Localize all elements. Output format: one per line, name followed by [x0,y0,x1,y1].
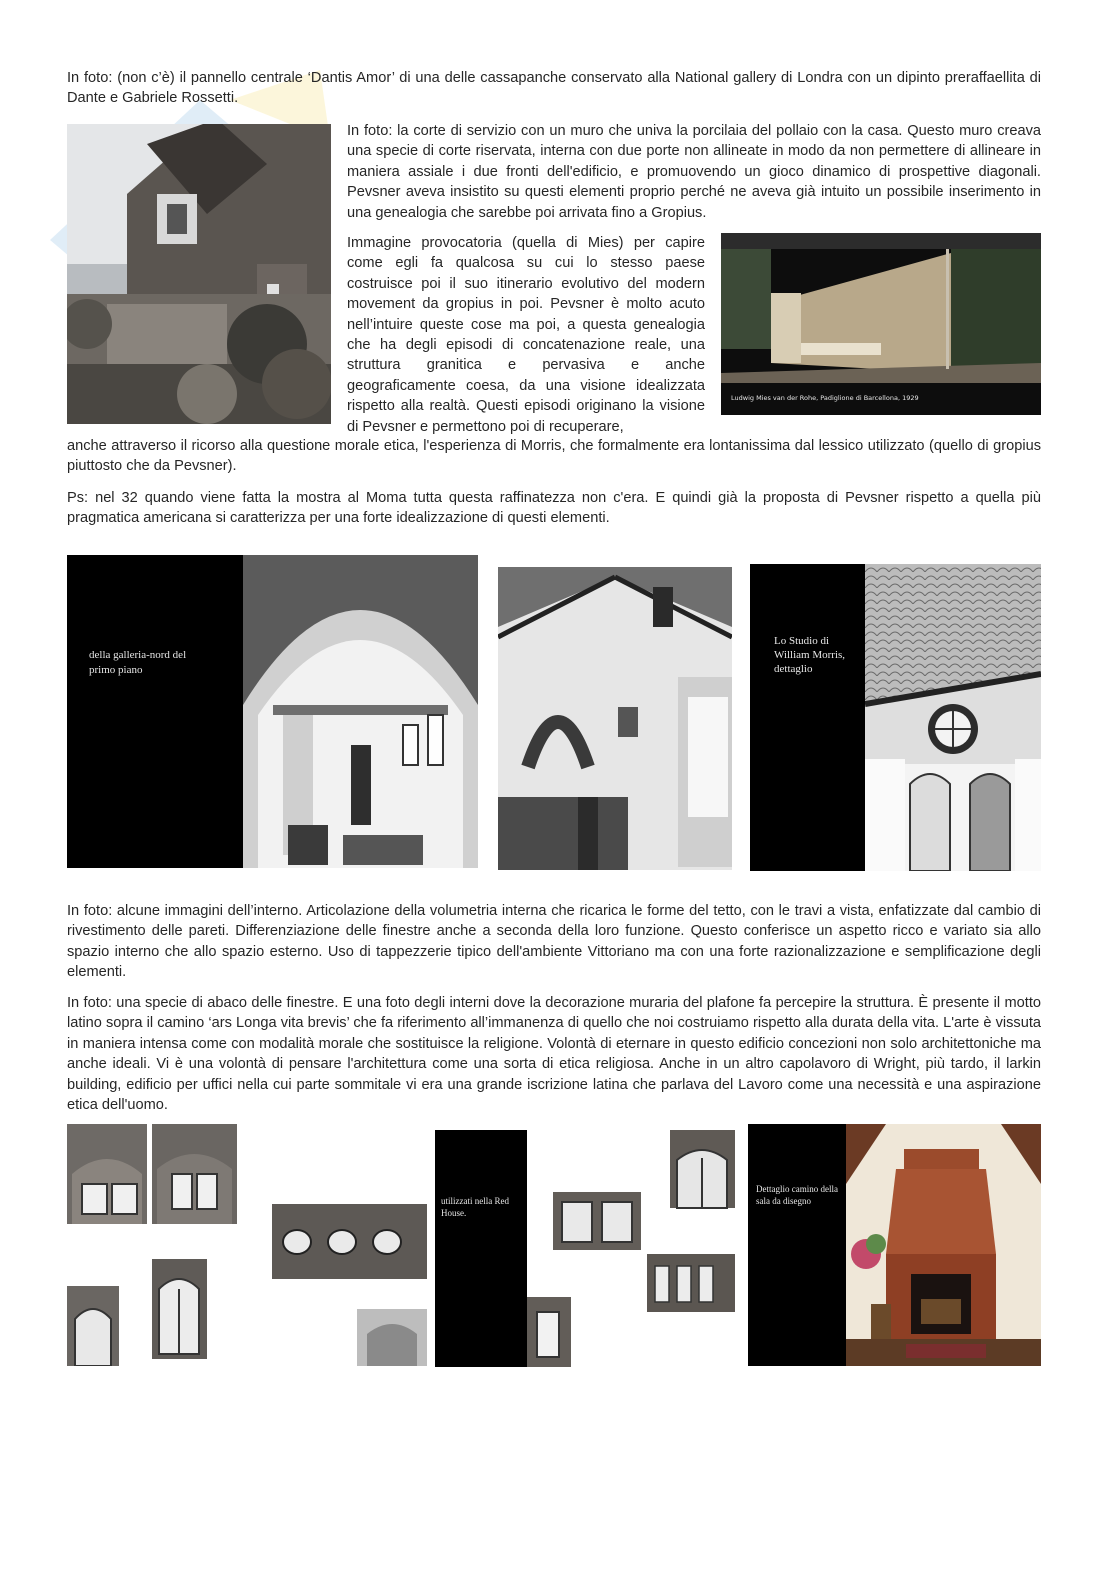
caption-panel-galleria [67,555,243,868]
photo-mies-barcelona-pavilion [721,233,1041,415]
photo-red-house-courtyard [67,124,331,424]
paragraph-corte-servizio: In foto: la corte di servizio con un muro che univa la porcilaia del pollaio con la casa. Questo muro creava una specie di corte riservata, interna con due porte non allineate in modo da non permettere di allineare in maniera assiale i due fronti dell'edificio, e promuovendo un gioco dinamico di prospettive diagonali. Pevsner aveva insistito su questi elementi proprio perché ne aveva già intuito un possibile inserimento in una genealogia che sarebbe poi arrivata fino a Gropius. [347,123,1041,221]
photo-studio-william-morris [865,564,1041,871]
photo-fireplace-drawing-room [846,1124,1041,1366]
photo-staircase [498,567,732,870]
caption-panel-red-house [435,1130,527,1367]
caption-studio-line3: dettaglio [774,663,813,675]
photo-window-abacus-left [67,1124,427,1366]
caption-camino-line2: sala da disegno [756,1196,811,1206]
caption-camino-line1: Dettaglio camino della [756,1184,838,1194]
paragraph-interno: In foto: alcune immagini dell’interno. Articolazione della volumetria interna che ricarica le forme del tetto, con le travi a vista, enfatizzate dal cambio di rivestimento delle pareti. Differenziazione delle finestre anche a seconda della loro funzione. Questo conferisce un aspetto ricco e variato sia allo spazio interno che allo spazio esterno. Uso di tappezzerie tipico dell'ambiente Vittoriano ma con una forte razionalizzazione e semplificazione degli elementi. [67,903,1041,981]
caption-studio-line1: Lo Studio di [774,635,830,647]
paragraph-dantis-amor: In foto: (non c’è) il pannello centrale ‘Dantis Amor’ di una delle cassapanche conservato alla National gallery di Londra con un dipinto preraffaellita di Dante e Gabriele Rossetti. [67,70,1041,107]
photo-window-abacus-middle [527,1130,737,1367]
caption-red-house-line2: House. [441,1208,467,1218]
caption-panel-camino [748,1124,846,1366]
paragraph-morris-etica: anche attraverso il ricorso alla questione morale etica, l'esperienza di Morris, che formalmente era lontanissima dal lessico utilizzato (quello di gropius piuttosto che da Pevsner). [67,438,1041,475]
caption-panel-studio [750,564,865,871]
caption-studio-line2: William Morris, [774,649,846,661]
caption-galleria-line2: primo piano [89,664,143,676]
caption-red-house-line1: utilizzati nella Red [441,1196,509,1206]
caption-galleria-line1: della galleria-nord del [89,649,187,661]
paragraph-moma: Ps: nel 32 quando viene fatta la mostra al Moma tutta questa raffinatezza non c'era. E quindi già la proposta di Pevsner rispetto a quella più pragmatica americana si caratterizza per una forte idealizzazione di questi elementi. [67,490,1041,527]
paragraph-mies-provocatoria: Immagine provocatoria (quella di Mies) per capire come egli fa qualcosa su cui lo stesso paese costruisce poi il suo itinerario evolutivo del modern movement da gropius in poi. Pevsner è molto acuto nell’intuire queste cose ma poi, a questa genealogia che ha degli episodi di concatenazione reale, una struttura granitica e pervasiva e anche geograficamente coesa, da una visione idealizzata rispetto alla realtà. Questi episodi originano la visione di Pevsner e permettono poi di recuperare, [347,235,705,435]
paragraph-abaco-finestre: In foto: una specie di abaco delle finestre. E una foto degli interni dove la decorazione muraria del plafone fa percepire la struttura. È presente il motto latino sopra il camino ‘ars Longa vita brevis’ che fa riferimento all’immanenza di quello che noi costruiamo rispetto alla durata della vita. L'arte è vissuta in maniera intensa come con modalità morale che sostituisce la religione. Volontà di eternare in questo edificio concezioni non solo architettoniche ma anche ideali. Vi è una volontà di pensare l'architettura come una sorta di etica religiosa. Anche in un altro capolavoro di Wright, più tardo, il larkin building, edificio per uffici nella cui parte sommitale vi era una grande iscrizione latina che parlava del Lavoro come una necessità e una aspirazione etica dell'uomo. [67,995,1041,1114]
photo-galleria-nord [243,555,478,868]
mies-caption: Ludwig Mies van der Rohe, Padiglione di Barcellona, 1929 [731,394,919,402]
